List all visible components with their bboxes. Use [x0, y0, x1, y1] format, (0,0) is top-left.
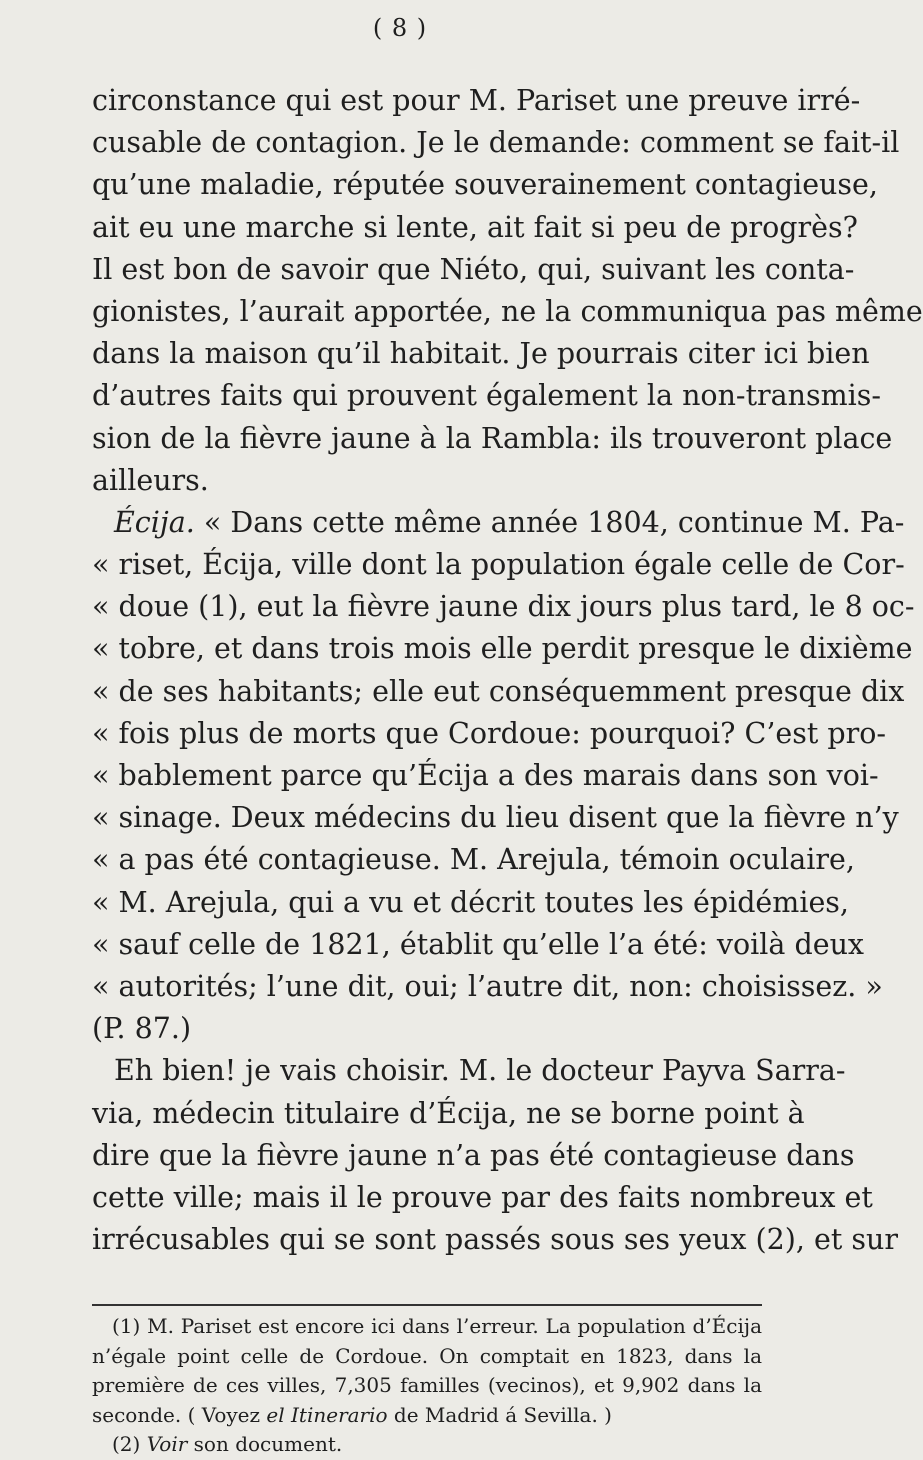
text-line: gionistes, l’aurait apportée, ne la communiqua pas même [92, 294, 923, 328]
quote-line: « riset, Écija, ville dont la population égale celle de Cor- [92, 548, 905, 582]
page-number: ( 8 ) [372, 14, 428, 42]
footnote-line: n’égale point celle de Cordoue. On comptait en 1823, dans la [92, 1343, 762, 1368]
quote-line: « doue (1), eut la fièvre jaune dix jours plus tard, le 8 oc- [92, 590, 915, 624]
text-line: qu’une maladie, réputée souverainement contagieuse, [92, 168, 878, 202]
footnote-number: (2) [112, 1432, 141, 1456]
footnote-book-title: el Itinerario [266, 1402, 388, 1427]
quote-line: « fois plus de morts que Cordoue: pourquoi? C’est pro- [92, 716, 887, 750]
text-line: Eh bien! je vais choisir. M. le docteur Payva Sarra- [114, 1054, 846, 1088]
paragraph-ecija [92, 502, 905, 544]
footnote-italic-word: Voir [146, 1432, 188, 1456]
footnote-line: (1) M. Pariset est encore ici dans l’erreur. La population d’Écija [112, 1314, 762, 1338]
quote-line: « bablement parce qu’Écija a des marais dans son voi- [92, 759, 879, 792]
quote-line: « a pas été contagieuse. M. Arejula, témoin oculaire, [92, 843, 855, 877]
quote-line: « de ses habitants; elle eut conséquemment presque dix [92, 674, 905, 708]
text-line: ait eu une marche si lente, ait fait si peu de progrès? [92, 210, 858, 244]
text-line: ailleurs. [92, 463, 209, 497]
place-heading: Écija. [114, 505, 195, 539]
quote-line: « sauf celle de 1821, établit qu’elle l’a été: voilà deux [92, 927, 865, 961]
quote-line: « tobre, et dans trois mois elle perdit presque le dixième [92, 632, 913, 666]
text-line: dans la maison qu’il habitait. Je pourrais citer ici bien [92, 337, 870, 371]
text-line: dire que la fièvre jaune n’a pas été contagieuse dans [92, 1138, 855, 1172]
quote-line: « M. Arejula, qui a vu et décrit toutes les épidémies, [92, 885, 849, 919]
footnote-text: de Madrid á Sevilla. ) [393, 1402, 612, 1427]
page-reference: (P. 87.) [92, 1012, 192, 1046]
footnote-line [92, 1430, 762, 1460]
main-text [92, 80, 923, 1261]
footnotes [92, 1312, 762, 1460]
text-line: via, médecin titulaire d’Écija, ne se borne point à [92, 1096, 805, 1130]
footnote-text: seconde. ( Voyez [92, 1402, 261, 1427]
text-line: cette ville; mais il le prouve par des faits nombreux et [92, 1180, 873, 1214]
quote-line: « Dans cette même année 1804, continue M. Pa- [203, 505, 905, 539]
text-line: Il est bon de savoir que Niéto, qui, suivant les conta- [92, 252, 855, 286]
footnote-divider [92, 1304, 762, 1306]
text-line: irrécusables qui se sont passés sous ses yeux (2), et sur [92, 1223, 899, 1257]
footnote-text: son document. [193, 1432, 343, 1456]
quote-line: « sinage. Deux médecins du lieu disent que la fièvre n’y [92, 801, 899, 835]
footnote-line [92, 1401, 762, 1431]
footnote-line: première de ces villes, 7,305 familles (vecinos), et 9,902 dans la [92, 1373, 762, 1397]
text-line: sion de la fièvre jaune à la Rambla: ils trouveront place [92, 421, 893, 455]
text-line: circonstance qui est pour M. Pariset une preuve irré- [92, 84, 861, 117]
quote-line: « autorités; l’une dit, oui; l’autre dit, non: choisissez. » [92, 969, 883, 1003]
text-line: cusable de contagion. Je le demande: comment se fait-il [92, 126, 900, 160]
text-line: d’autres faits qui prouvent également la non-transmis- [92, 379, 882, 413]
